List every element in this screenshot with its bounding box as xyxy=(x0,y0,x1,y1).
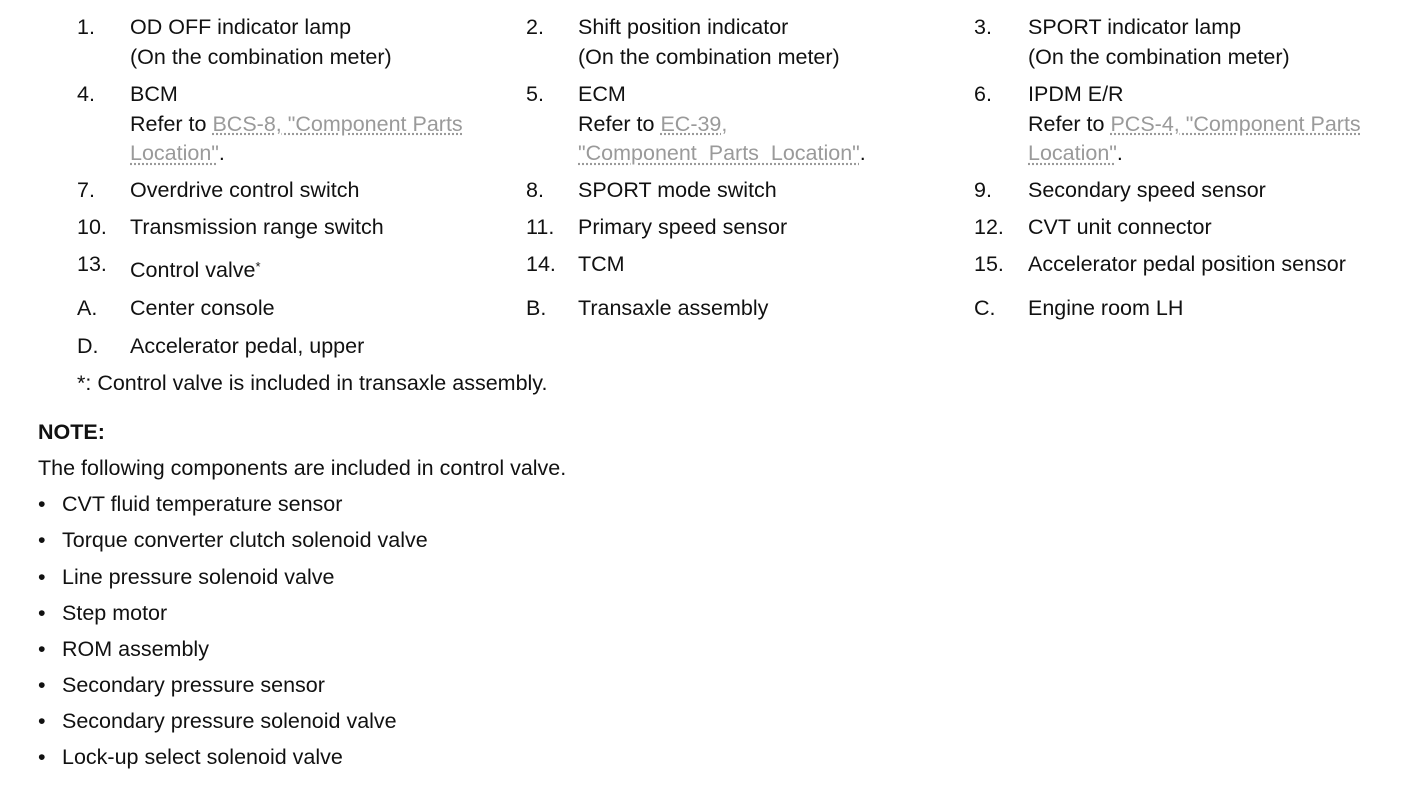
list-item xyxy=(38,526,428,556)
list-item-label: CVT fluid temperature sensor xyxy=(62,492,343,516)
list-item-label: Secondary pressure sensor xyxy=(62,673,325,697)
list-item-label: Torque converter clutch solenoid valve xyxy=(62,528,428,552)
legend-label: ECM xyxy=(578,82,626,106)
legend-item xyxy=(578,13,840,72)
legend-label: Primary speed sensor xyxy=(578,215,788,239)
legend-letter: A. xyxy=(77,296,98,320)
legend-label: Transmission range switch xyxy=(130,215,384,239)
refer-prefix: Refer to xyxy=(578,111,661,136)
legend-label: Accelerator pedal position sensor xyxy=(1028,252,1346,276)
legend-label: Engine room LH xyxy=(1028,296,1184,320)
legend-number: 8. xyxy=(526,178,544,202)
legend-label: OD OFF indicator lamp xyxy=(130,15,352,39)
legend-label: SPORT indicator lamp xyxy=(1028,15,1242,39)
legend-sublabel: (On the combination meter) xyxy=(578,44,840,69)
legend-sublabel: (On the combination meter) xyxy=(1028,44,1290,69)
legend-item xyxy=(130,13,392,72)
ec-39-link-continued[interactable]: "Component Parts Location" xyxy=(578,141,860,165)
legend-number: 14. xyxy=(526,252,556,276)
link-suffix: . xyxy=(218,141,225,165)
legend-label: Control valve xyxy=(130,258,256,282)
legend-number: 6. xyxy=(974,82,992,106)
legend-letter: C. xyxy=(974,296,996,320)
legend-number: 13. xyxy=(77,252,107,276)
footnote: *: Control valve is included in transaxle assembly. xyxy=(77,371,548,395)
legend-item xyxy=(130,80,463,169)
list-item xyxy=(38,671,325,701)
bullet-icon: • xyxy=(38,565,46,589)
legend-label: CVT unit connector xyxy=(1028,215,1212,239)
pcs-4-link[interactable]: PCS-4, "Component Parts xyxy=(1110,111,1361,136)
legend-label: Shift position indicator xyxy=(578,15,789,39)
legend-sublabel: (On the combination meter) xyxy=(130,44,392,69)
bullet-icon: • xyxy=(38,492,46,516)
legend-number: 10. xyxy=(77,215,107,239)
bullet-icon: • xyxy=(38,709,46,733)
legend-label: TCM xyxy=(578,252,625,276)
legend-letter: B. xyxy=(526,296,547,320)
list-item xyxy=(38,707,397,737)
legend-number: 12. xyxy=(974,215,1004,239)
legend-label: Accelerator pedal, upper xyxy=(130,334,365,358)
note-title: NOTE: xyxy=(38,420,105,444)
legend-number: 2. xyxy=(526,15,544,39)
legend-label: Secondary speed sensor xyxy=(1028,178,1266,202)
refer-prefix: Refer to xyxy=(130,111,213,136)
list-item xyxy=(38,490,343,520)
legend-item xyxy=(1028,80,1361,169)
legend-label: Center console xyxy=(130,296,275,320)
list-item xyxy=(38,743,343,773)
legend-number: 3. xyxy=(974,15,992,39)
list-item-label: ROM assembly xyxy=(62,637,209,661)
ec-39-link[interactable]: EC-39, xyxy=(660,111,728,136)
bullet-icon: • xyxy=(38,673,46,697)
bcs-8-link[interactable]: BCS-8, "Component Parts xyxy=(212,111,463,136)
link-suffix: . xyxy=(1116,141,1123,165)
bullet-icon: • xyxy=(38,528,46,552)
legend-label: Overdrive control switch xyxy=(130,178,360,202)
note-intro: The following components are included in control valve. xyxy=(38,456,567,480)
bullet-icon: • xyxy=(38,601,46,625)
legend-item xyxy=(578,80,866,169)
list-item xyxy=(38,599,168,629)
legend-label: BCM xyxy=(130,82,178,106)
legend-letter: D. xyxy=(77,334,99,358)
list-item xyxy=(38,635,209,665)
list-item xyxy=(38,563,335,593)
legend-number: 4. xyxy=(77,82,95,106)
legend-item xyxy=(130,256,261,286)
legend-item xyxy=(1028,13,1290,72)
legend-label: SPORT mode switch xyxy=(578,178,777,202)
legend-number: 1. xyxy=(77,15,95,39)
list-item-label: Secondary pressure solenoid valve xyxy=(62,709,397,733)
legend-number: 15. xyxy=(974,252,1004,276)
refer-prefix: Refer to xyxy=(1028,111,1111,136)
pcs-4-link-continued[interactable]: Location" xyxy=(1028,141,1117,165)
list-item-label: Line pressure solenoid valve xyxy=(62,565,335,589)
legend-number: 11. xyxy=(526,215,555,239)
link-suffix: . xyxy=(859,141,866,165)
legend-label: IPDM E/R xyxy=(1028,82,1124,106)
list-item-label: Step motor xyxy=(62,601,168,625)
legend-number: 7. xyxy=(77,178,95,202)
footnote-marker: * xyxy=(255,259,261,274)
bullet-icon: • xyxy=(38,745,46,769)
legend-number: 9. xyxy=(974,178,992,202)
list-item-label: Lock-up select solenoid valve xyxy=(62,745,343,769)
bullet-icon: • xyxy=(38,637,46,661)
legend-label: Transaxle assembly xyxy=(578,296,769,320)
bcs-8-link-continued[interactable]: Location" xyxy=(130,141,219,165)
legend-number: 5. xyxy=(526,82,544,106)
